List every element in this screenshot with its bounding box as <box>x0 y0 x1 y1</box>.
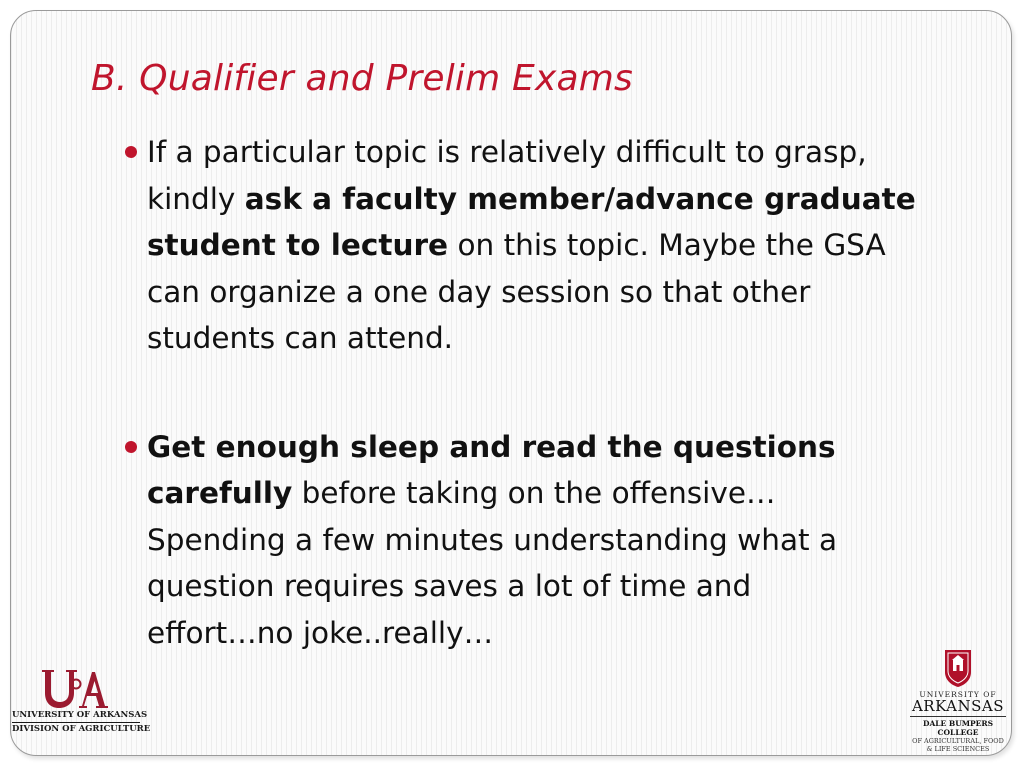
bumpers-college-logo <box>902 646 1014 756</box>
bullet-dot-icon <box>125 146 137 158</box>
bullet-dot-icon <box>125 441 137 453</box>
bullet-line <box>147 269 999 316</box>
bullet-text: effort…no joke..really… <box>147 615 494 650</box>
bullet-list <box>119 129 999 656</box>
bullet-line <box>147 470 999 517</box>
bullet-line <box>147 563 999 610</box>
bullet-text: Spending a few minutes understanding what a <box>147 522 838 557</box>
slide-title: B. Qualifier and Prelim Exams <box>91 58 633 99</box>
logo-right-line5: & LIFE SCIENCES <box>926 745 990 753</box>
bullet-text: before taking on the offensive… <box>292 476 776 510</box>
uofa-logo-icon <box>38 666 108 710</box>
division-of-agriculture-logo <box>8 666 151 746</box>
logo-right-line4: OF AGRICULTURAL, FOOD <box>912 737 1004 745</box>
bullet-text: kindly <box>147 181 245 216</box>
university-seal-icon <box>943 646 973 688</box>
logo-left-line2: DIVISION OF AGRICULTURE <box>12 724 151 734</box>
bullet-line <box>147 222 999 269</box>
logo-left-line1: UNIVERSITY OF ARKANSAS <box>12 710 148 720</box>
bullet-text: students can attend. <box>147 321 454 355</box>
bullet-item <box>119 424 999 657</box>
bullet-line <box>147 424 999 471</box>
bullet-line <box>147 610 999 657</box>
bullet-text-bold: student to lecture <box>147 228 449 262</box>
bullet-line <box>147 315 999 362</box>
logo-right-line1: UNIVERSITY OF <box>919 690 997 699</box>
bullet-text-bold: carefully <box>147 476 293 510</box>
bullet-text: If a particular topic is relatively difficult to grasp, <box>147 135 867 169</box>
bullet-line <box>147 129 999 176</box>
logo-right-line3: DALE BUMPERS COLLEGE <box>922 719 994 737</box>
logo-right-line2: ARKANSAS <box>911 697 1005 715</box>
bullet-line <box>147 176 999 223</box>
slide <box>10 10 1012 756</box>
bullet-text: can organize a one day session so that other <box>147 274 811 309</box>
bullet-text-bold: Get enough sleep and read the questions <box>147 429 836 464</box>
bullet-text-bold: ask a faculty member/advance graduate <box>244 181 916 216</box>
division-logo-text <box>12 710 151 735</box>
bullet-line <box>147 517 999 564</box>
bullet-item <box>119 129 999 362</box>
bullet-text: question requires saves a lot of time and <box>147 569 752 603</box>
bullet-text: on this topic. Maybe the GSA <box>448 228 886 262</box>
